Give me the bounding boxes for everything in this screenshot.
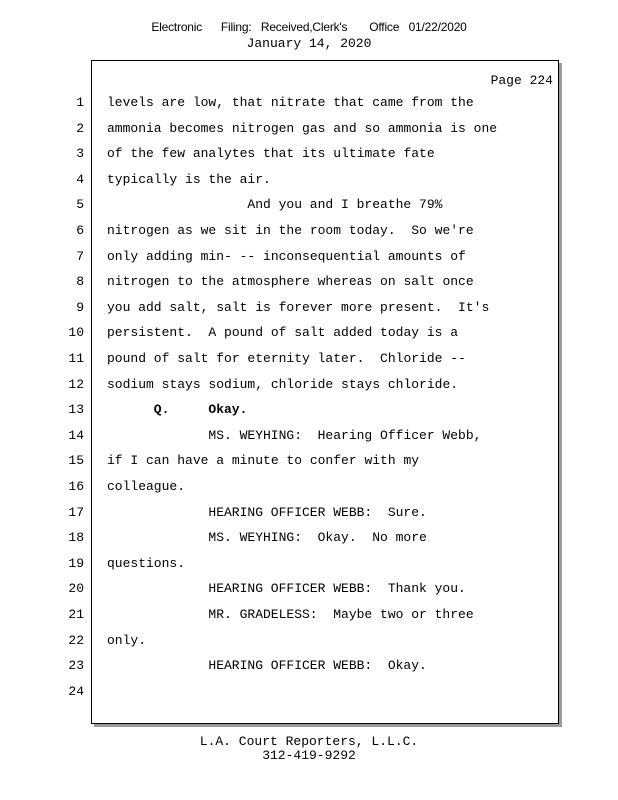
line-number: 2 xyxy=(76,120,84,136)
line-number: 14 xyxy=(68,427,84,443)
line-text: nitrogen to the atmosphere whereas on salt once xyxy=(107,274,474,290)
line-number: 23 xyxy=(68,658,84,674)
line-text: sodium stays sodium, chloride stays chloride. xyxy=(107,376,459,392)
line-number: 21 xyxy=(68,607,84,622)
page-number: Page 224 xyxy=(490,73,553,88)
line-text: persistent. A pound of salt added today is a xyxy=(107,325,459,341)
line-number: 20 xyxy=(68,581,84,597)
transcript-date: January 14, 2020 xyxy=(246,36,372,51)
line-text: of the few analytes that its ultimate fate xyxy=(107,146,435,162)
line-number: 6 xyxy=(76,223,84,238)
line-text: MS. WEYHING: Okay. No more xyxy=(208,530,427,546)
footer-phone: 312-419-9292 xyxy=(262,748,356,763)
line-number: 19 xyxy=(68,555,84,571)
line-number: 16 xyxy=(68,479,84,494)
line-number: 11 xyxy=(68,351,84,366)
line-number: 4 xyxy=(76,171,84,187)
line-number: 13 xyxy=(68,402,84,418)
line-text: HEARING OFFICER WEBB: Okay. xyxy=(208,658,427,674)
filing-stamp: Electronic Filing: Received,Clerk's Office 01/22/2020 xyxy=(151,20,467,34)
line-text: ammonia becomes nitrogen gas and so ammonia is one xyxy=(107,120,498,136)
footer-company: L.A. Court Reporters, L.L.C. xyxy=(199,734,419,749)
line-text: if I can have a minute to confer with my xyxy=(107,453,420,469)
line-number: 18 xyxy=(68,530,84,546)
line-text: colleague. xyxy=(107,479,186,494)
line-number: 1 xyxy=(76,95,84,110)
line-text: MS. WEYHING: Hearing Officer Webb, xyxy=(208,427,482,443)
line-text: levels are low, that nitrate that came from the xyxy=(107,95,474,110)
line-text: questions. xyxy=(107,555,186,571)
line-text: only adding min- -- inconsequential amounts of xyxy=(107,248,466,264)
line-text: only. xyxy=(107,632,147,648)
line-text: And you and I breathe 79% xyxy=(247,197,443,213)
line-text: MR. GRADELESS: Maybe two or three xyxy=(208,607,474,622)
line-number: 9 xyxy=(76,299,84,315)
line-text: pound of salt for eternity later. Chloride -- xyxy=(107,351,466,366)
line-text: HEARING OFFICER WEBB: Sure. xyxy=(208,504,427,520)
line-number: 12 xyxy=(68,376,84,392)
line-text: HEARING OFFICER WEBB: Thank you. xyxy=(208,581,466,597)
line-number: 8 xyxy=(76,274,84,290)
line-text: nitrogen as we sit in the room today. So we're xyxy=(107,223,474,238)
line-number: 17 xyxy=(68,504,84,520)
line-number: 24 xyxy=(68,683,84,699)
line-text: Q. Okay. xyxy=(153,402,248,418)
line-number: 5 xyxy=(76,197,84,213)
line-number: 15 xyxy=(68,453,84,469)
line-number: 22 xyxy=(68,632,84,648)
line-number: 3 xyxy=(76,146,84,162)
line-text: you add salt, salt is forever more present. It's xyxy=(107,299,490,315)
line-text: typically is the air. xyxy=(107,171,271,187)
line-number: 7 xyxy=(76,248,84,264)
line-number: 10 xyxy=(68,325,84,341)
